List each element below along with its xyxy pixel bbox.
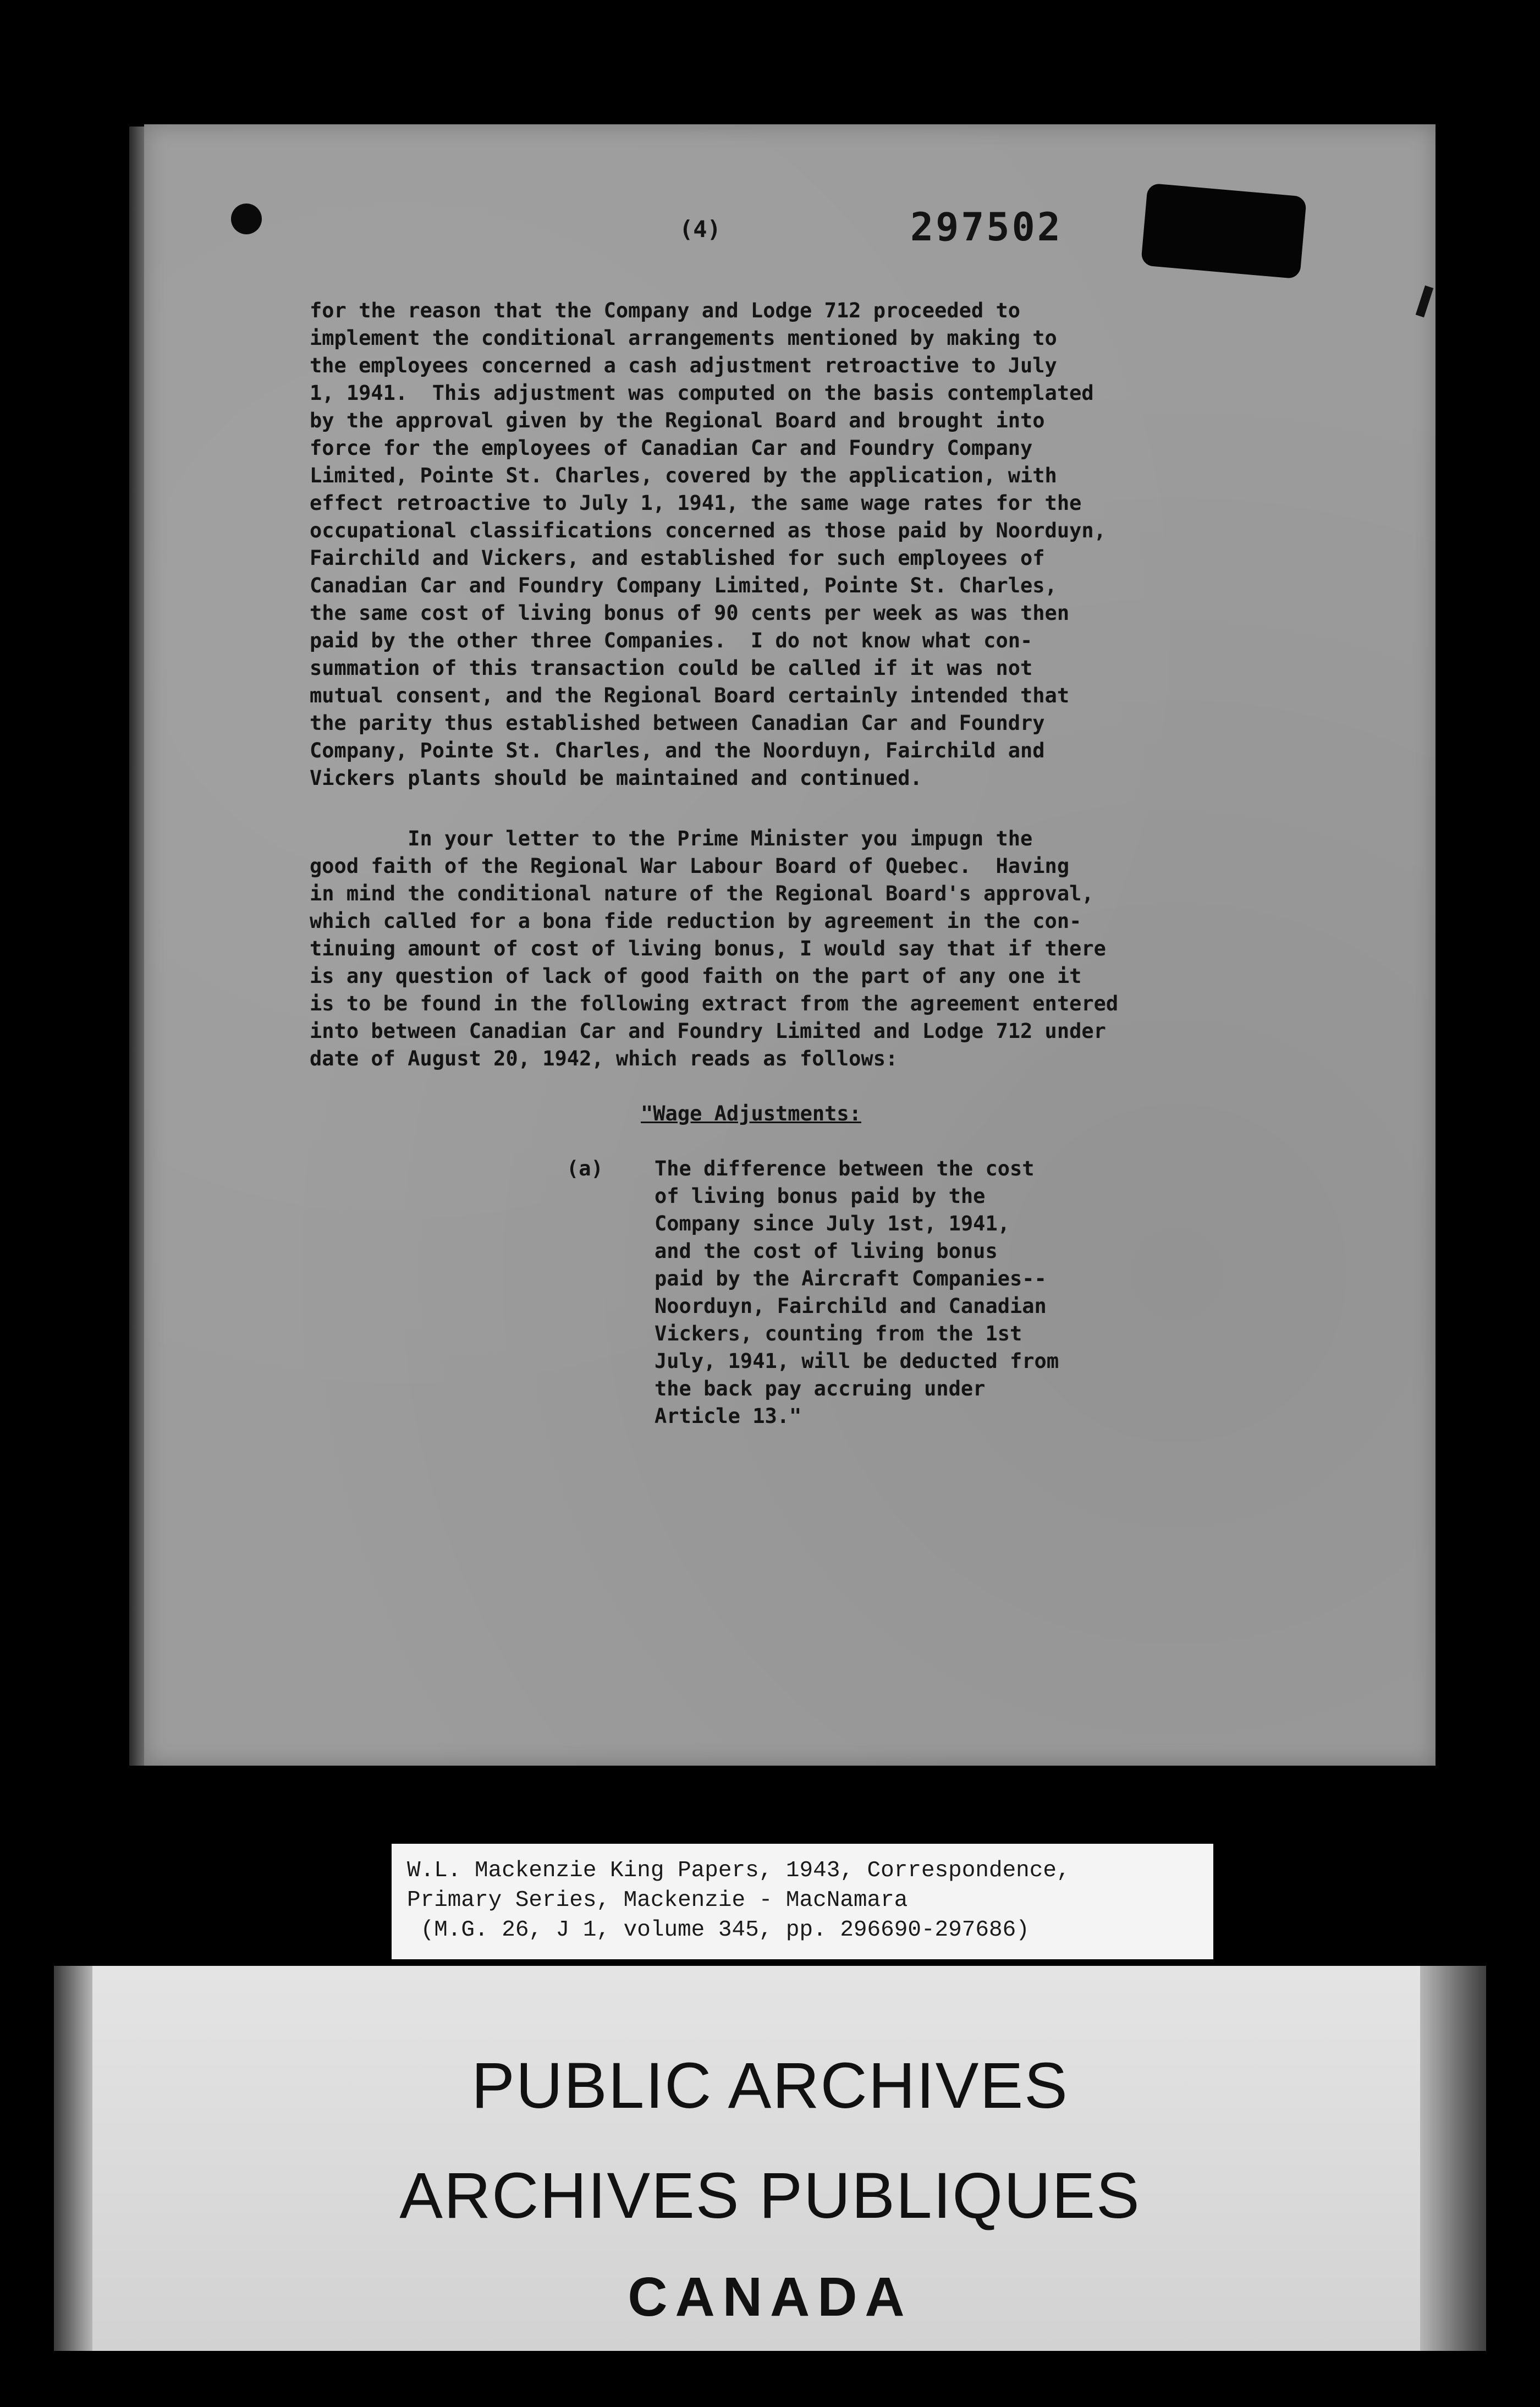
- quote-line: The difference between the cost: [654, 1157, 1035, 1180]
- text-line: tinuing amount of cost of living bonus, I would say that if there: [310, 937, 1106, 960]
- text-line: implement the conditional arrangements mentioned by making to: [310, 326, 1057, 350]
- quote-line: Article 13.": [654, 1404, 802, 1428]
- text-line: Vickers plants should be maintained and continued.: [310, 766, 922, 790]
- caption-line: W.L. Mackenzie King Papers, 1943, Correspondence,: [407, 1858, 1070, 1883]
- text-line: for the reason that the Company and Lodge 712 proceeded to: [310, 299, 1021, 322]
- quote-line: paid by the Aircraft Companies--: [654, 1267, 1047, 1290]
- text-line: summation of this transaction could be called if it was not: [310, 656, 1033, 680]
- caption-line: (M.G. 26, J 1, volume 345, pp. 296690-297686): [407, 1917, 1030, 1943]
- archive-stamp: [54, 1966, 1486, 2351]
- text-line: date of August 20, 1942, which reads as follows:: [310, 1047, 898, 1070]
- text-line: Company, Pointe St. Charles, and the Noorduyn, Fairchild and: [310, 739, 1045, 762]
- quote-body: [654, 1155, 1059, 1430]
- punch-hole: [231, 204, 262, 234]
- text-line: into between Canadian Car and Foundry Limited and Lodge 712 under: [310, 1019, 1106, 1043]
- text-line: Limited, Pointe St. Charles, covered by the application, with: [310, 464, 1057, 487]
- quote-line: July, 1941, will be deducted from: [654, 1349, 1059, 1373]
- text-line: is any question of lack of good faith on the part of any one it: [310, 964, 1082, 988]
- text-line: the employees concerned a cash adjustment retroactive to July: [310, 354, 1057, 377]
- text-line: paid by the other three Companies. I do not know what con-: [310, 629, 1033, 652]
- quote-line: and the cost of living bonus: [654, 1239, 998, 1263]
- text-line: force for the employees of Canadian Car and Foundry Company: [310, 436, 1033, 460]
- text-line: good faith of the Regional War Labour Board of Quebec. Having: [310, 854, 1070, 878]
- text-line: In your letter to the Prime Minister you impugn the: [310, 827, 1033, 850]
- text-line: mutual consent, and the Regional Board certainly intended that: [310, 684, 1070, 707]
- paragraph-2: [310, 825, 1118, 1073]
- page-edge-shadow: [129, 127, 146, 1766]
- caption-line: Primary Series, Mackenzie - MacNamara: [407, 1888, 908, 1913]
- quote-line: of living bonus paid by the: [654, 1184, 986, 1208]
- redaction-mark: [1141, 183, 1307, 279]
- stamp-canada: CANADA: [628, 2266, 912, 2328]
- text-line: is to be found in the following extract from the agreement entered: [310, 992, 1119, 1015]
- stamp-public-archives: PUBLIC ARCHIVES: [471, 2049, 1069, 2122]
- text-line: Canadian Car and Foundry Company Limited, Pointe St. Charles,: [310, 574, 1057, 597]
- text-line: the same cost of living bonus of 90 cents per week as was then: [310, 601, 1070, 625]
- quote-line: the back pay accruing under: [654, 1377, 986, 1400]
- stamp-archives-publiques: ARCHIVES PUBLIQUES: [399, 2159, 1141, 2232]
- quote-line: Company since July 1st, 1941,: [654, 1212, 1010, 1235]
- document-number-stamp: 297502: [910, 205, 1063, 250]
- text-line: by the approval given by the Regional Board and brought into: [310, 409, 1045, 432]
- quote-heading: "Wage Adjustments:: [641, 1102, 861, 1125]
- quote-line: Noorduyn, Fairchild and Canadian: [654, 1294, 1047, 1318]
- text-line: 1, 1941. This adjustment was computed on the basis contemplated: [310, 381, 1094, 405]
- text-line: the parity thus established between Canadian Car and Foundry: [310, 711, 1045, 735]
- text-line: in mind the conditional nature of the Regional Board's approval,: [310, 882, 1094, 905]
- archive-caption-card: [392, 1844, 1213, 1959]
- text-line: which called for a bona fide reduction by agreement in the con-: [310, 909, 1082, 933]
- text-line: effect retroactive to July 1, 1941, the same wage rates for the: [310, 491, 1082, 515]
- text-line: occupational classifications concerned as those paid by Noorduyn,: [310, 519, 1106, 542]
- archive-caption-text: [407, 1856, 1070, 1945]
- text-line: Fairchild and Vickers, and established for such employees of: [310, 546, 1045, 570]
- quote-item-marker: (a): [566, 1157, 603, 1180]
- quote-line: Vickers, counting from the 1st: [654, 1322, 1022, 1345]
- page-number: (4): [679, 216, 721, 243]
- paragraph-1: [310, 297, 1106, 792]
